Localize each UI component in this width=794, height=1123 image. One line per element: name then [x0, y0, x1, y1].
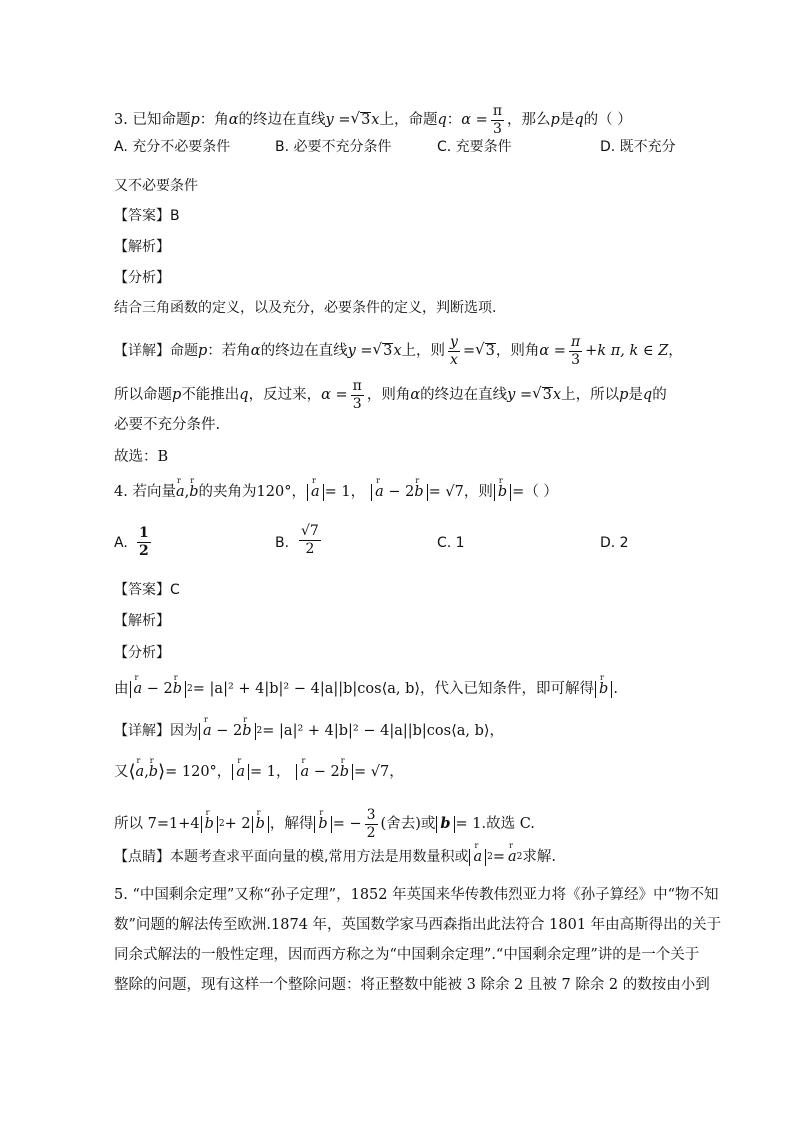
var-q: q	[239, 386, 249, 403]
frac-den: 2	[139, 542, 149, 559]
q4-detail-text: 所以 7=1+4	[114, 815, 200, 832]
q4-stem-text: ，则	[463, 484, 493, 501]
q4-options	[114, 523, 674, 560]
q5-line: 整除的问题，现有这样一个整除问题：将正整数中能被 3 除余 2 且被 7 除余 2 的数按由小到	[114, 977, 710, 993]
norm-a: r a	[232, 764, 249, 781]
q3-stem-text: 是	[559, 111, 575, 128]
q5-line: 5. “中国剩余定理”又称“孙子定理”，1852 年英国来华传教伟烈亚力将《孙子算经》中“物不知	[114, 887, 719, 903]
frac-num: 3	[366, 807, 376, 823]
q3-detail-text: 是	[628, 386, 643, 403]
var-p: p	[619, 386, 629, 403]
norm-b: r b	[494, 484, 511, 501]
q3-option-c: C. 充要条件	[437, 139, 512, 155]
fraction-pi-over-3	[569, 335, 582, 367]
q3-fenxi-heading: 【分析】	[114, 270, 170, 286]
norm-b: b	[436, 816, 454, 833]
q4-note: 【点睛】本题考查求平面向量的模,常用方法是用数量积或 r a 2 = r a 2 求解.	[114, 849, 556, 866]
q3-detail-line2	[114, 379, 667, 411]
q4-answer: 【答案】C	[114, 582, 180, 598]
q3-stem-text: 的（ ）	[583, 111, 632, 128]
eq-norm-a-minus-2b: = √7	[428, 484, 464, 501]
q3-detail-text: 的终边在直线	[260, 342, 348, 359]
q4-option-c: C. 1	[437, 535, 465, 551]
eq-norm-a: = 1，	[249, 763, 291, 780]
eq-angle: = 120°，	[165, 763, 232, 780]
angle-value: 120°	[256, 484, 292, 501]
var-x: x	[552, 386, 562, 403]
formula-expand: = |a|² + 4|b|² − 4|a||b|cos⟨a, b⟩	[262, 723, 490, 740]
q3-stem-text: ，那么	[507, 111, 551, 128]
formula-y-eq: y =	[325, 111, 351, 128]
q3-stem-text: ：角	[199, 111, 229, 128]
formula-y-eq: y =	[507, 386, 533, 403]
q4-detail-text: 【详解】因为	[114, 723, 198, 740]
q3-detail-text: 上，则	[401, 342, 446, 359]
norm-b: r b	[314, 816, 331, 833]
sqrt-3: √ 3	[350, 109, 371, 129]
var-alpha: α	[250, 342, 261, 359]
formula-alpha-eq: α =	[461, 111, 488, 128]
q4-option-a-fraction	[137, 526, 151, 558]
q3-detail-text: 上，所以	[561, 386, 620, 403]
formula-alpha-eq: α =	[539, 342, 566, 359]
sqrt-value: 3	[542, 387, 552, 404]
q3-detail-line3: 必要不充分条件.	[114, 417, 221, 433]
q4-option-b-fraction	[299, 524, 321, 556]
q3-detail-text: ，则角	[495, 342, 540, 359]
formula-alpha-eq: α =	[321, 386, 348, 403]
sqrt-value: 3	[485, 343, 495, 360]
q3-detail-text: 的	[652, 386, 667, 403]
frac-num: π	[492, 103, 503, 119]
norm-a-minus-2b: r a − 2r b	[130, 681, 187, 698]
sqrt-value: 3	[361, 112, 371, 129]
q3-stem-text: 上，命题	[379, 111, 438, 128]
q3-option-a: A. 充分不必要条件	[114, 139, 231, 155]
frac-den: 3	[492, 120, 502, 137]
q5-line: 同余式解法的一般性定理，因而西方称之为“中国剩余定理”.“中国剩余定理”讲的是一个关于	[114, 947, 700, 963]
norm-b: r b	[595, 681, 612, 698]
q4-option-d: D. 2	[600, 535, 629, 551]
q4-stem-text: ，	[291, 484, 306, 501]
q3-detail-text: 【详解】命题	[114, 343, 198, 360]
q4-stem-text: 的夹角为	[198, 484, 257, 501]
norm-a: r a	[307, 484, 324, 501]
formula-expand: = |a|² + 4|b|² − 4|a||b|cos⟨a, b⟩	[192, 681, 421, 698]
eq-minus: = −	[332, 815, 362, 832]
norm-b: r b	[201, 816, 218, 833]
q5-line: 数”问题的解法传至欧洲.1874 年，英国数学家马西森指出此法符合 1801 年由高斯得出的关于	[114, 917, 722, 933]
q3-choose: 故选：B	[114, 449, 169, 465]
var-alpha: α	[228, 111, 239, 128]
fraction-3-over-2	[365, 808, 378, 840]
q3-stem-text: 3. 已知命题	[114, 111, 191, 128]
q3-answer: 【答案】B	[114, 208, 180, 224]
frac-num: π	[570, 334, 581, 350]
formula-y-eq: y =	[347, 342, 373, 359]
comma: ，	[668, 342, 683, 359]
q4-analysis-heading: 【解析】	[114, 613, 170, 629]
frac-den: 3	[352, 395, 362, 412]
comma: ，	[389, 763, 404, 780]
q4-detail-text: ，解得	[269, 815, 314, 832]
q4-fenxi-heading: 【分析】	[114, 645, 170, 661]
q4-fenxi-text: ，代入已知条件，即可解得	[420, 681, 595, 698]
q3-detail-text: 所以命题	[114, 386, 172, 403]
var-alpha: α	[410, 386, 421, 403]
norm-a-minus-2b: r a − 2r b	[199, 723, 256, 740]
formula-k: k π, k ∈ Z	[597, 342, 669, 359]
q4-fenxi-line: 由 r a − 2r b 2 = |a|² + 4|b|² − 4|a||b|cos⟨a, b⟩ ，代入已知条件，即可解得 r b .	[114, 681, 618, 698]
sqrt-3: √ 3	[372, 340, 393, 360]
var-x: x	[371, 111, 380, 128]
frac-num: 1	[139, 525, 149, 541]
var-p: p	[198, 342, 208, 359]
q4-detail-text: + 2	[224, 815, 251, 832]
q4-fenxi-text: 由	[114, 681, 129, 698]
q3-detail-text: ，反过来，	[248, 386, 322, 403]
var-p: p	[172, 386, 182, 403]
q3-detail-text: 的终边在直线	[420, 386, 508, 403]
frac-num: √7	[301, 523, 319, 539]
fraction-pi-over-3	[351, 379, 364, 411]
q3-option-d: D. 既不充分	[600, 139, 676, 155]
q3-detail-text: ，则角	[366, 386, 411, 403]
q4-detail-text: = 1.故选 C.	[455, 815, 535, 832]
q3-option-b: B. 必要不充分条件	[275, 139, 392, 155]
q4-detail-line3: 所以 7=1+4 r b 2 + 2 r b ，解得 r b = − $\frac{3}{2}$ (舍去)或 b = 1.故选 C.	[114, 808, 535, 840]
frac-den: 2	[366, 824, 376, 841]
var-x: x	[393, 342, 402, 359]
q3-stem-text: 的终边在直线	[238, 111, 326, 128]
q3-option-d-cont: 又不必要条件	[114, 178, 198, 194]
period: .	[613, 681, 618, 698]
norm-b: r b	[252, 816, 269, 833]
vector-b: r b	[189, 485, 198, 500]
fraction-pi-over-3	[491, 104, 504, 136]
eq-norm-a-minus-2b: = √7	[354, 763, 390, 780]
q3-detail-text: ：若角	[207, 342, 251, 359]
norm-a-minus-2b: r a − 2r b	[371, 484, 428, 501]
fraction-y-over-x: $\frac{y}{x}$	[450, 334, 458, 368]
q4-detail-text: 又	[114, 763, 129, 780]
q4-option-b-label: B.	[275, 535, 290, 551]
frac-den: 2	[305, 540, 315, 557]
var-q: q	[574, 111, 584, 128]
frac-num: π	[352, 378, 362, 394]
sqrt-3: √ 3	[475, 340, 495, 360]
var-q: q	[642, 386, 653, 403]
norm-a-minus-2b: r a − 2r b	[296, 764, 353, 781]
var-p: p	[550, 111, 560, 128]
q4-stem: 4. 若向量 r a , r b 的夹角为 120° ， r a = 1， r a − 2r b = √7 ，则 r b =（ ）	[114, 484, 558, 501]
q4-option-a-label: A.	[114, 535, 128, 551]
frac-den: 3	[571, 351, 581, 368]
q4-note-text: 求解.	[522, 849, 556, 866]
var-p: p	[190, 111, 200, 128]
q3-fenxi-text: 结合三角函数的定义，以及充分，必要条件的定义，判断选项.	[114, 300, 497, 316]
q4-detail-text: (舍去)或	[380, 815, 436, 832]
q3-stem	[114, 104, 632, 136]
q4-detail-line2: 又 ⟨ r a , r b ⟩ = 120°， r a = 1， r a − 2r b = √7 ，	[114, 763, 404, 781]
sqrt-value: 3	[383, 343, 393, 360]
q4-detail-line1: 【详解】因为 r a − 2r b 2 = |a|² + 4|b|² − 4|a||b|cos⟨a, b⟩ ，	[114, 723, 504, 740]
q4-stem-text: 4. 若向量	[114, 484, 176, 501]
q4-note-text: 【点睛】本题考查求平面向量的模,常用方法是用数量积或	[114, 849, 469, 866]
vector-a: r a	[176, 485, 185, 500]
q3-detail-text: 不能推出	[181, 386, 240, 403]
eq-norm-a: = 1，	[324, 484, 366, 501]
comma: ，	[489, 723, 505, 740]
sqrt-3: √ 3	[532, 384, 552, 404]
norm-a: r a	[469, 849, 486, 866]
q3-detail-line1: 【详解】命题 p ：若角 α 的终边在直线 y = √ 3 x 上，则 $\frac{y}{x}$ = √ 3 ，则角 α = $\frac{\pi}{3}$ + k π, k ∈ Z ，	[114, 334, 683, 368]
var-q: q	[437, 111, 447, 128]
q4-stem-text: =（ ）	[512, 484, 558, 501]
colon: ：	[446, 111, 462, 128]
q3-analysis-heading: 【解析】	[114, 239, 170, 255]
